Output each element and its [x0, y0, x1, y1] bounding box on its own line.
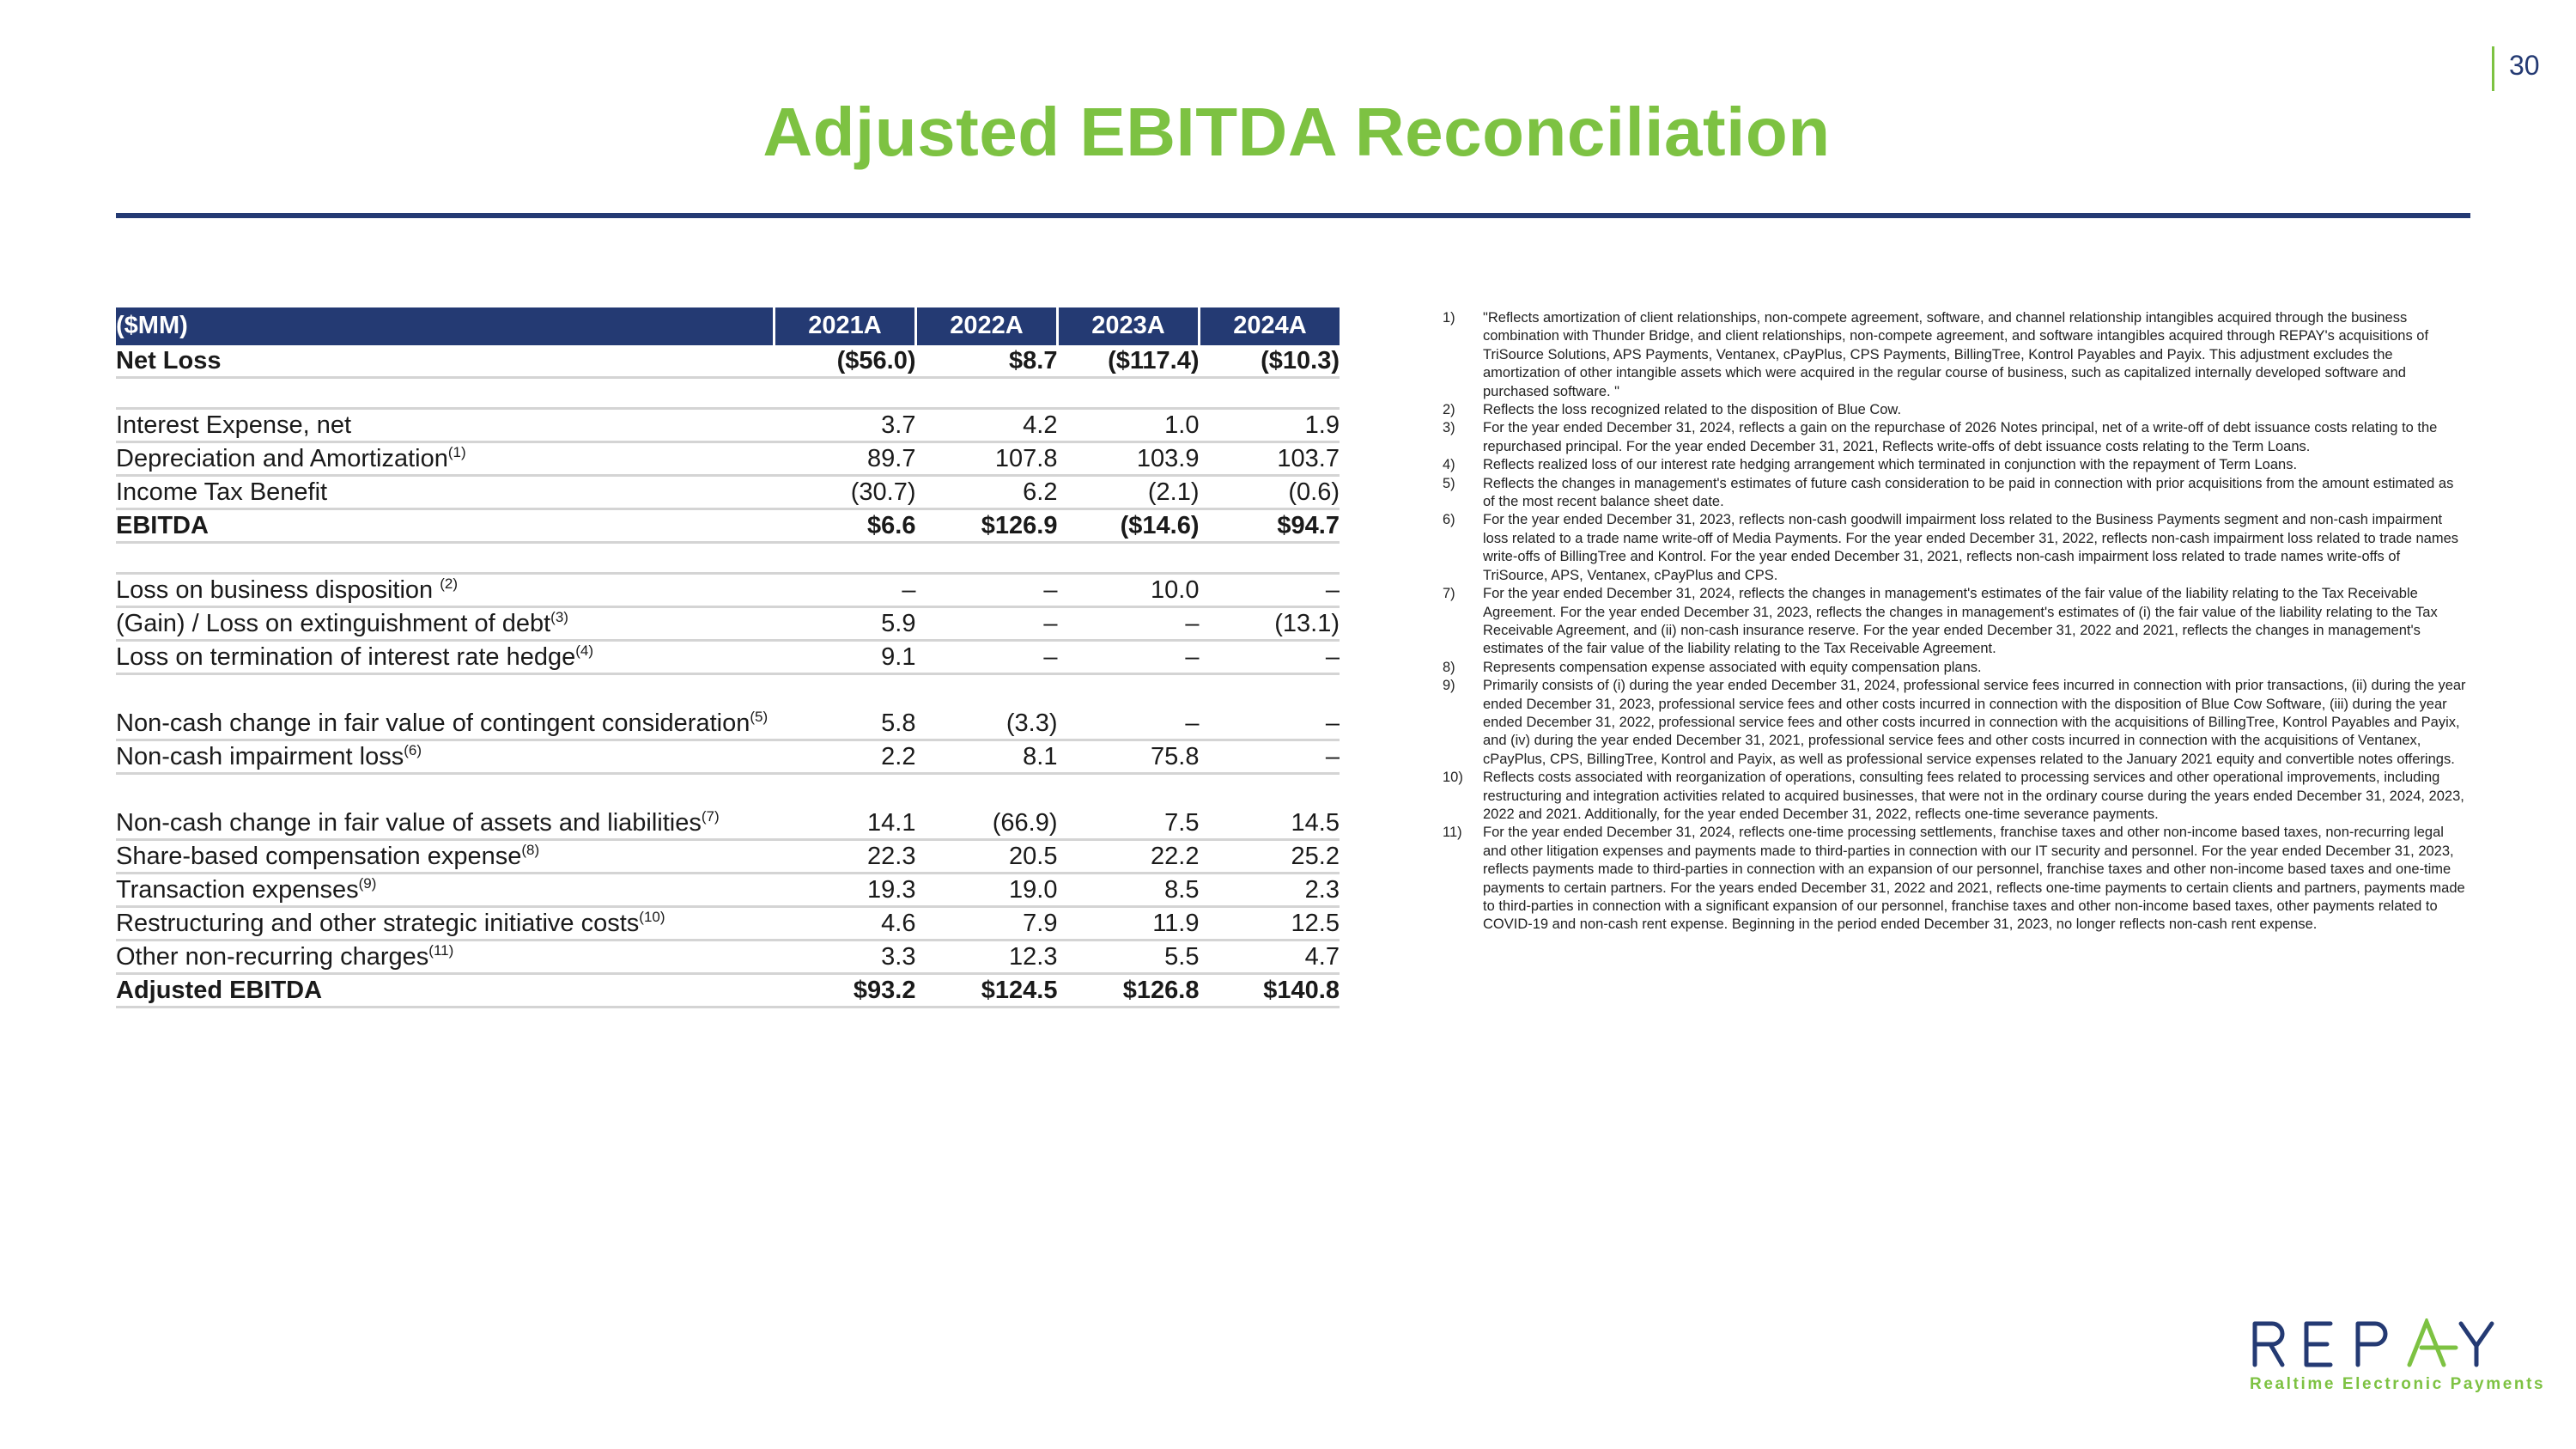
- spacer-cell: [1058, 543, 1200, 574]
- cell-value: 2.3: [1200, 874, 1340, 907]
- footnote-number: 9): [1443, 678, 1455, 694]
- row-label-text: Other non-recurring charges: [116, 943, 429, 971]
- row-label: [116, 442, 775, 476]
- footnote-reference: (7): [701, 808, 720, 825]
- row-label-text: Non-cash change in fair value of contingent consideration: [116, 709, 750, 737]
- logo-tagline: Realtime Electronic Payments: [2250, 1375, 2546, 1393]
- column-header: 2024A: [1200, 307, 1340, 345]
- footnote-number: 3): [1443, 420, 1455, 436]
- cell-value: –: [1058, 641, 1200, 674]
- footnote: [1443, 659, 2466, 677]
- footnote-number: 2): [1443, 402, 1455, 418]
- cell-value: 7.9: [916, 907, 1058, 941]
- cell-value: 25.2: [1200, 840, 1340, 874]
- row-label: [116, 974, 775, 1008]
- cell-value: (66.9): [916, 774, 1058, 840]
- cell-value: 5.9: [775, 607, 916, 641]
- row-label-text: Restructuring and other strategic initiative costs: [116, 910, 640, 937]
- table-row: [116, 907, 1340, 941]
- footnote: [1443, 585, 2466, 659]
- cell-value: 14.1: [775, 774, 916, 840]
- cell-value: 103.7: [1200, 442, 1340, 476]
- spacer-cell: [775, 378, 916, 409]
- row-label-text: Non-cash change in fair value of assets and liabilities: [116, 809, 702, 837]
- cell-value: (0.6): [1200, 476, 1340, 509]
- table-row: [116, 409, 1340, 442]
- spacer-cell: [1200, 378, 1340, 409]
- cell-value: 22.2: [1058, 840, 1200, 874]
- footnote-number: 7): [1443, 586, 1455, 602]
- cell-value: 3.7: [775, 409, 916, 442]
- page-number-divider: [2492, 46, 2494, 91]
- cell-value: 19.3: [775, 874, 916, 907]
- cell-value: (30.7): [775, 476, 916, 509]
- footnote-text: Reflects the loss recognized related to the disposition of Blue Cow.: [1483, 402, 1902, 418]
- row-label: [116, 907, 775, 941]
- row-label-text: Interest Expense, net: [116, 411, 352, 439]
- cell-value: 12.5: [1200, 907, 1340, 941]
- footnote: [1443, 769, 2466, 824]
- cell-value: 4.2: [916, 409, 1058, 442]
- footnote-text: Reflects costs associated with reorganization of operations, consulting fees related to processing services and other operational improvements, including restructuring and integration activities related to acquired businesses, that were not in the ordinary course during the years ended December 31, 2024, 2023, 2022 and 2021. Additionally, for the year ended December 31, 2022, reflects one-time severance payments.: [1483, 770, 2464, 822]
- cell-value: –: [1058, 674, 1200, 740]
- footnote-reference: (5): [750, 709, 769, 725]
- cell-value: $126.8: [1058, 974, 1200, 1008]
- cell-value: $140.8: [1200, 974, 1340, 1008]
- row-label-text: Net Loss: [116, 347, 222, 374]
- row-label: [116, 574, 775, 607]
- footnote-reference: (2): [440, 575, 459, 592]
- footnote-number: 10): [1443, 770, 1463, 786]
- row-label-text: Adjusted EBITDA: [116, 977, 323, 1004]
- cell-value: (3.3): [916, 674, 1058, 740]
- row-label: [116, 607, 775, 641]
- footnote-reference: (9): [358, 875, 377, 892]
- footnote-number: 6): [1443, 512, 1455, 528]
- footnote-reference: (1): [447, 444, 466, 460]
- row-label-text: (Gain) / Loss on extinguishment of debt: [116, 610, 551, 637]
- row-label-text: Transaction expenses: [116, 876, 359, 904]
- cell-value: $94.7: [1200, 509, 1340, 543]
- cell-value: 89.7: [775, 442, 916, 476]
- cell-value: –: [775, 574, 916, 607]
- footnote: [1443, 511, 2466, 585]
- table-row: [116, 476, 1340, 509]
- footnote-number: 5): [1443, 475, 1455, 491]
- page-number: 30: [2509, 50, 2540, 81]
- footnote: [1443, 309, 2466, 401]
- footnote: [1443, 475, 2466, 512]
- table-row: [116, 941, 1340, 974]
- spacer-cell: [775, 543, 916, 574]
- table-row: [116, 641, 1340, 674]
- cell-value: 103.9: [1058, 442, 1200, 476]
- cell-value: $8.7: [916, 345, 1058, 378]
- row-label-text: Non-cash impairment loss: [116, 743, 404, 770]
- cell-value: 5.8: [775, 674, 916, 740]
- footnote-reference: (11): [428, 942, 454, 959]
- footnote-reference: (4): [575, 642, 593, 659]
- footnote: [1443, 677, 2466, 769]
- footnote-text: For the year ended December 31, 2023, reflects non-cash goodwill impairment loss related to the Business Payments segment and non-cash impairment loss related to a trade name write-off of Media Payments. For the year ended December 31, 2022, reflects non-cash impairment loss related to trade names write-offs of BillingTree and Kontrol. For the year ended December 31, 2021, reflects non-cash impairment loss related to trade names write-offs of TriSource, APS, Ventanex, cPayPlus and CPS.: [1483, 512, 2459, 583]
- footnote-reference: (3): [550, 609, 568, 625]
- cell-value: 14.5: [1200, 774, 1340, 840]
- row-label-text: Share-based compensation expense: [116, 843, 522, 870]
- cell-value: (13.1): [1200, 607, 1340, 641]
- cell-value: –: [916, 574, 1058, 607]
- table-row: [116, 774, 1340, 840]
- cell-value: –: [1200, 641, 1340, 674]
- footnote-reference: (8): [521, 842, 540, 858]
- cell-value: $93.2: [775, 974, 916, 1008]
- cell-value: 5.5: [1058, 941, 1200, 974]
- cell-value: $126.9: [916, 509, 1058, 543]
- cell-value: ($117.4): [1058, 345, 1200, 378]
- footnote-reference: (10): [639, 909, 665, 925]
- cell-value: $124.5: [916, 974, 1058, 1008]
- cell-value: ($14.6): [1058, 509, 1200, 543]
- column-header: 2023A: [1058, 307, 1200, 345]
- cell-value: 2.2: [775, 740, 916, 774]
- cell-value: 4.6: [775, 907, 916, 941]
- table-row: [116, 345, 1340, 378]
- row-label-text: Loss on business disposition: [116, 576, 440, 604]
- footnote-text: Primarily consists of (i) during the year ended December 31, 2024, professional service fees incurred in connection with prior transactions, (ii) during the year ended December 31, 2023, professional service fees and other costs incurred in connection with the disposition of Blue Cow Software, (iii) during the year ended December 31, 2022, professional service fees and other costs incurred in connection with the acquisitions of BillingTree, Kontrol Payables and Payix, and (iv) during the year ended December 31, 2021, professional service fees and other costs incurred in connection with the acquisitions of Ventanex, cPayPlus, CPS, BillingTree, Kontrol and Payix, as well as professional service expenses related to the January 2021 equity and convertible notes offerings.: [1483, 678, 2466, 767]
- cell-value: ($10.3): [1200, 345, 1340, 378]
- spacer-cell: [116, 378, 775, 409]
- cell-value: $6.6: [775, 509, 916, 543]
- table-row: [116, 874, 1340, 907]
- cell-value: 1.9: [1200, 409, 1340, 442]
- row-label-text: Depreciation and Amortization: [116, 445, 448, 472]
- table-row: [116, 442, 1340, 476]
- spacer-row: [116, 378, 1340, 409]
- footnotes: [1443, 309, 2466, 935]
- cell-value: 4.7: [1200, 941, 1340, 974]
- cell-value: 12.3: [916, 941, 1058, 974]
- footnote-text: Reflects realized loss of our interest rate hedging arrangement which terminated in conjunction with the repayment of Term Loans.: [1483, 457, 2298, 473]
- row-label: [116, 774, 775, 840]
- page-title: Adjusted EBITDA Reconciliation: [762, 94, 1831, 170]
- footnote-text: Represents compensation expense associated with equity compensation plans.: [1483, 659, 1982, 675]
- unit-label: ($MM): [116, 307, 775, 345]
- row-label: [116, 641, 775, 674]
- row-label: [116, 409, 775, 442]
- footnote-text: For the year ended December 31, 2024, reflects a gain on the repurchase of 2026 Notes principal, net of a write-off of debt issuance costs relating to the repurchased principal. For the year ended December 31, 2021, Reflects write-offs of debt issuance costs relating to the Term Loans.: [1483, 420, 2438, 454]
- table-row: [116, 674, 1340, 740]
- column-header: 2021A: [775, 307, 916, 345]
- table-row: [116, 509, 1340, 543]
- footnote-number: 1): [1443, 310, 1455, 326]
- cell-value: 1.0: [1058, 409, 1200, 442]
- footnote-number: 4): [1443, 457, 1455, 473]
- table-row: [116, 740, 1340, 774]
- column-header: 2022A: [916, 307, 1058, 345]
- row-label: [116, 840, 775, 874]
- spacer-cell: [1200, 543, 1340, 574]
- footnote-reference: (6): [404, 742, 422, 758]
- footnote-number: 11): [1443, 825, 1462, 841]
- footnote-text: Reflects the changes in management's estimates of future cash consideration to be paid in connection with prior acquisitions from the amount estimated as of the most recent balance sheet date.: [1483, 475, 2454, 510]
- spacer-cell: [916, 543, 1058, 574]
- row-label-text: Income Tax Benefit: [116, 478, 328, 506]
- cell-value: –: [1200, 574, 1340, 607]
- footnote: [1443, 824, 2466, 934]
- cell-value: –: [1200, 740, 1340, 774]
- cell-value: –: [1058, 607, 1200, 641]
- repay-wordmark-icon: [2250, 1318, 2507, 1368]
- cell-value: –: [916, 607, 1058, 641]
- cell-value: 3.3: [775, 941, 916, 974]
- footnote-text: For the year ended December 31, 2024, reflects the changes in management's estimates of the fair value of the liability relating to the Tax Receivable Agreement. For the year ended December 31, 2023, reflects the changes in management's estimates of (i) the fair value of the liability relating to the Tax Receivable Agreement, and (ii) non-cash insurance reserve. For the year ended December 31, 2022 and 2021, reflects the changes in management's estimates of the fair value of the liability relating to the Tax Receivable Agreement.: [1483, 586, 2438, 657]
- table-row: [116, 974, 1340, 1008]
- row-label: [116, 476, 775, 509]
- cell-value: 11.9: [1058, 907, 1200, 941]
- cell-value: 7.5: [1058, 774, 1200, 840]
- cell-value: –: [916, 641, 1058, 674]
- table-header-row: [116, 307, 1340, 345]
- cell-value: 19.0: [916, 874, 1058, 907]
- footnote-number: 8): [1443, 659, 1455, 675]
- table-row: [116, 574, 1340, 607]
- row-label: [116, 941, 775, 974]
- footnote: [1443, 456, 2466, 474]
- row-label: [116, 345, 775, 378]
- cell-value: –: [1200, 674, 1340, 740]
- cell-value: 8.5: [1058, 874, 1200, 907]
- footnote-text: For the year ended December 31, 2024, reflects one-time processing settlements, franchise taxes and other non-income based taxes, non-recurring legal and other litigation expenses and payments made to third-parties in connection with our IT security and personnel. For the year ended December 31, 2023, reflects payments made to third-parties in connection with an expansion of our personnel, franchise taxes and other non-income based taxes and one-time payments to certain partners. For the years ended December 31, 2022 and 2021, reflects one-time payments to certain clients and partners, payments made to third-parties in connection with a significant expansion of our personnel, franchise taxes and other non-income based taxes, other payments related to COVID-19 and non-cash rent expense. Beginning in the period ended December 31, 2023, no longer reflects non-cash rent expense.: [1483, 825, 2465, 933]
- cell-value: 8.1: [916, 740, 1058, 774]
- row-label: [116, 874, 775, 907]
- footnote: [1443, 401, 2466, 419]
- spacer-cell: [1058, 378, 1200, 409]
- cell-value: 22.3: [775, 840, 916, 874]
- spacer-row: [116, 543, 1340, 574]
- title-rule: [116, 213, 2470, 218]
- row-label: [116, 509, 775, 543]
- cell-value: 107.8: [916, 442, 1058, 476]
- row-label-text: EBITDA: [116, 512, 209, 539]
- spacer-cell: [916, 378, 1058, 409]
- cell-value: 9.1: [775, 641, 916, 674]
- row-label: [116, 740, 775, 774]
- spacer-cell: [116, 543, 775, 574]
- row-label-text: Loss on termination of interest rate hedge: [116, 643, 576, 671]
- cell-value: 20.5: [916, 840, 1058, 874]
- cell-value: 6.2: [916, 476, 1058, 509]
- cell-value: 10.0: [1058, 574, 1200, 607]
- table-row: [116, 840, 1340, 874]
- table-row: [116, 607, 1340, 641]
- repay-logo: [2250, 1318, 2559, 1394]
- ebitda-reconciliation-table: [116, 307, 1340, 1008]
- cell-value: ($56.0): [775, 345, 916, 378]
- cell-value: 75.8: [1058, 740, 1200, 774]
- cell-value: (2.1): [1058, 476, 1200, 509]
- footnote: [1443, 419, 2466, 456]
- row-label: [116, 674, 775, 740]
- footnote-text: "Reflects amortization of client relationships, non-compete agreement, software, and channel relationship intangibles acquired through the business combination with Thunder Bridge, and client relationships, non-compete agreement, and software intangibles acquired through REPAY's acquisitions of TriSource Solutions, APS Payments, Ventanex, cPayPlus, CPS Payments, BillingTree, Kontrol Payables and Payix. This adjustment excludes the amortization of other intangible assets which were acquired in the regular course of business, such as capitalized internally developed software and purchased software. ": [1483, 310, 2429, 399]
